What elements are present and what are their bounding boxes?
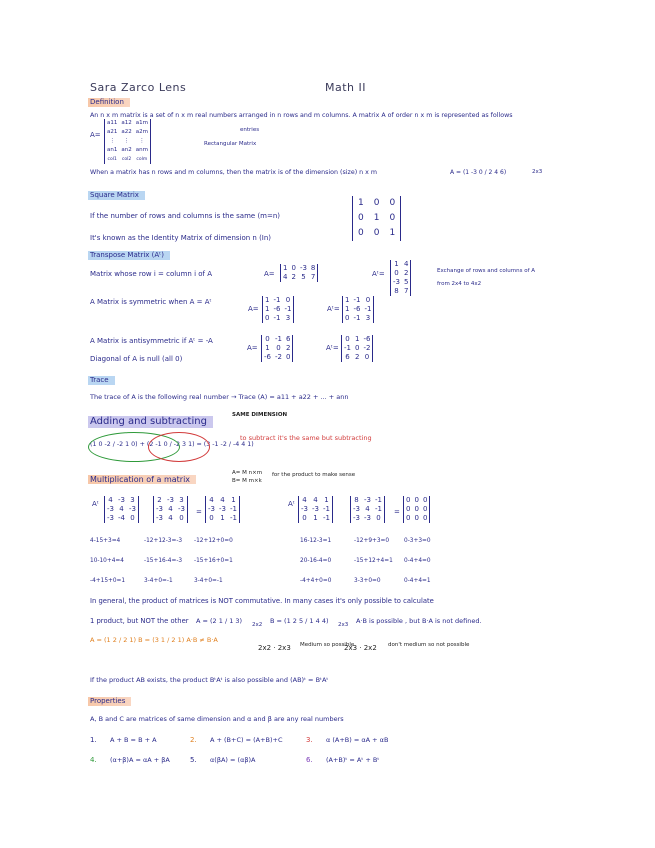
mult-left-R-row: [206, 514, 240, 523]
mult-left-B-cell: 3: [179, 496, 184, 504]
identity-cell: 0: [373, 198, 380, 208]
anti-At-cell: -1: [344, 344, 351, 352]
transpose-A-cell: 2: [291, 273, 296, 281]
mult-left-B-cell: 4: [168, 514, 173, 522]
transpose-At-cell: 2: [403, 269, 409, 277]
calculation-step: 3-4+0=-1: [194, 578, 223, 584]
mult-left-R-cell: -3: [208, 505, 215, 513]
mult-right-B-cell: -3: [363, 514, 371, 522]
mult-left-B: [153, 496, 188, 523]
mult-right-R-row: [404, 514, 430, 523]
mult-right-R-row: [404, 505, 430, 514]
sym-A-cell: 0: [265, 314, 270, 322]
generic-A-label: A=: [90, 131, 101, 139]
antisymmetric-At: [341, 335, 373, 362]
mult-right-R-cell: 0: [414, 505, 419, 513]
property-text: (α+β)A = αA + βA: [110, 756, 170, 764]
anti-At-cell: 0: [354, 344, 360, 352]
generic-matrix-cell: an2: [121, 147, 132, 153]
generic-column-label: colm: [136, 157, 148, 162]
sym-At-cell: -1: [353, 296, 361, 304]
transpose-line1: Matrix whose row i = column i of A: [90, 270, 213, 278]
mult-right-R-cell: 0: [422, 514, 428, 522]
identity-cell: 0: [373, 228, 380, 238]
mult-right-R-cell: 0: [406, 514, 411, 522]
anti-At-cell: -2: [363, 344, 371, 352]
generic-matrix-cell: a21: [107, 129, 118, 135]
property-text: α(βA) = (αβ)A: [210, 756, 256, 764]
diagonal-text: Diagonal of A is null (all 0): [90, 355, 183, 363]
anti-A-cell: 0: [285, 353, 291, 361]
transpose-A-label: A=: [264, 270, 275, 278]
mult-left-R-row: [206, 505, 240, 514]
sym-At-row: [343, 314, 374, 323]
mult-left-B-cell: 2: [157, 496, 162, 504]
rectangular-note: Rectangular Matrix: [204, 141, 257, 147]
property-text: α (A+B) = αA + αB: [326, 736, 389, 744]
generic-matrix-labels: [105, 155, 151, 164]
dim2-note: don't medium so not possible: [388, 642, 470, 648]
transpose-At-cell: 7: [403, 287, 409, 295]
identity-cell: 1: [389, 228, 396, 238]
mult-left-B-cell: -3: [177, 505, 185, 513]
anti-A-row: [262, 335, 293, 344]
transpose-At-row: [391, 260, 411, 269]
calculation-step: 0-3+3=0: [404, 538, 431, 544]
mult-left-A: [104, 496, 139, 523]
mult-right-A-cell: 0: [302, 514, 307, 522]
sym-A-label: A=: [248, 305, 259, 313]
anti-A-cell: -6: [264, 353, 271, 361]
mult-left-B-cell: -3: [156, 514, 163, 522]
example-A-size: 2x2: [252, 622, 263, 628]
calculation-step: 3-4+0=-1: [144, 578, 173, 584]
general-line1: In general, the product of matrices is NOT commutative. In many cases it's only possible to calculate: [90, 597, 434, 605]
mult-right-A-cell: -1: [322, 505, 330, 513]
dim2: 2x3 · 2x2: [344, 644, 377, 652]
anti-At-row: [342, 344, 373, 353]
mult-right-A-cell: 1: [324, 496, 329, 504]
sym-At-row: [343, 296, 374, 305]
mult-left-R-cell: 1: [231, 496, 236, 504]
definition-line1: An n x m matrix is a set of n x m real numbers arranged in n rows and m columns. A matrix A of order n x m is represented as follows: [90, 112, 513, 119]
transpose-At-label: Aᵗ=: [372, 270, 385, 278]
mult-right-B-row: [351, 505, 385, 514]
mult-right-B-cell: -1: [374, 496, 382, 504]
calculation-step: 4-15+3=4: [90, 538, 121, 544]
mult-right-A-cell: -1: [322, 514, 330, 522]
mult-right-label: Aᵗ: [288, 500, 295, 508]
property-text: (A+B)ᵗ = Aᵗ + Bᵗ: [326, 756, 380, 764]
transpose-A-cell: 4: [283, 273, 288, 281]
definition-line2: When a matrix has n rows and m columns, then the matrix is of the dimension (size) n x m: [90, 169, 378, 176]
generic-column-label: col2: [121, 157, 132, 162]
sym-At-cell: 0: [345, 314, 350, 322]
mult-right-A-cell: 4: [313, 496, 318, 504]
sym-At-cell: 1: [345, 296, 350, 304]
mult-right-R-cell: 0: [406, 505, 411, 513]
generic-matrix-cell: ⋮: [109, 138, 115, 144]
example-B-size: 2x3: [338, 622, 349, 628]
property-number: 5.: [190, 756, 197, 764]
anti-At-label: Aᵗ=: [326, 344, 339, 352]
mult-left-B-cell: 0: [179, 514, 184, 522]
transpose-heading: Transpose Matrix (Aᵗ): [88, 251, 170, 260]
adding-circle-red: [148, 432, 210, 462]
mult-left-result: [205, 496, 240, 523]
mult-cond-note: for the product to make sense: [272, 472, 356, 478]
transpose-note1: Exchange of rows and columns of A: [437, 268, 536, 274]
mult-left-R-cell: -3: [218, 505, 226, 513]
transpose-A-row: [281, 273, 318, 282]
sym-At-label: Aᵗ=: [327, 305, 340, 313]
sym-A-cell: -1: [273, 314, 281, 322]
general-line2: 1 product, but NOT the other: [90, 617, 189, 625]
identity-cell: 1: [358, 198, 364, 208]
transpose-A-cell: 5: [301, 273, 306, 281]
anti-At-cell: 0: [345, 335, 350, 343]
mult-left-A-cell: 4: [108, 496, 113, 504]
generic-matrix-row: [105, 128, 151, 137]
mult-cond2: B= M m×k: [232, 478, 262, 484]
anti-At-cell: 2: [354, 353, 360, 361]
mult-left-B-row: [154, 496, 188, 505]
calculation-step: 3-3+0=0: [354, 578, 381, 584]
transpose-A-cell: 8: [310, 264, 316, 272]
mult-right-B-cell: 4: [365, 505, 370, 513]
generic-matrix-cell: a1m: [135, 120, 148, 126]
transpose-A: [280, 264, 318, 282]
symmetric-text: A Matrix is symmetric when A = Aᵗ: [90, 298, 212, 306]
mult-left-R-cell: 4: [209, 496, 214, 504]
generic-matrix-cell: a22: [121, 129, 132, 135]
antisymmetric-text: A Matrix is antisymmetric if Aᵗ = -A: [90, 337, 213, 345]
mult-left-A-row: [105, 505, 139, 514]
mult-right-A-row: [299, 514, 333, 523]
mult-left-A-row: [105, 496, 139, 505]
calculation-step: 0-4+4=0: [404, 558, 431, 564]
mult-right-result: [403, 496, 430, 523]
transpose-A-row: [281, 264, 318, 273]
mult-right-R-cell: 0: [414, 514, 419, 522]
anti-At-cell: 1: [354, 335, 360, 343]
same-dimension-note: SAME DIMENSION: [232, 412, 288, 418]
property-number: 2.: [190, 736, 197, 744]
calculation-step: -15+16+0=1: [194, 558, 233, 564]
sym-A-row: [263, 296, 294, 305]
sym-At-row: [343, 305, 374, 314]
example2: A = (1 2 / 2 1) B = (3 1 / 2 1) A·B ≠ B·A: [90, 636, 218, 644]
mult-left-B-cell: 4: [168, 505, 173, 513]
example-result: A·B is possible , but B·A is not defined.: [356, 617, 482, 625]
anti-At-cell: -6: [363, 335, 371, 343]
generic-matrix-cell: a11: [107, 120, 118, 126]
calculation-step: -15+12+4=1: [354, 558, 393, 564]
anti-At-cell: 6: [345, 353, 350, 361]
mult-right-B-cell: -3: [353, 514, 360, 522]
generic-matrix-cell: a12: [121, 120, 132, 126]
mult-left-B-cell: -3: [156, 505, 163, 513]
generic-matrix-cell: a2m: [135, 129, 148, 135]
calculation-step: 0-4+4=1: [404, 578, 431, 584]
example-A: A = (2 1 / 1 3): [196, 617, 243, 625]
mult-right-A-cell: 4: [302, 496, 307, 504]
anti-A-cell: 1: [265, 344, 270, 352]
dim1-note: Medium so possible: [300, 642, 355, 648]
transpose-At-cell: 5: [403, 278, 409, 286]
sym-At-cell: 0: [365, 296, 371, 304]
generic-matrix-row: [105, 137, 151, 146]
anti-A-label: A=: [247, 344, 258, 352]
anti-At-cell: 0: [364, 353, 370, 361]
transpose-At: [390, 260, 411, 296]
trace-heading: Trace: [88, 376, 115, 385]
identity-matrix: [352, 196, 401, 241]
entries-note: entries: [240, 127, 260, 133]
identity-row: [353, 196, 401, 211]
mult-right-B-cell: 0: [376, 514, 381, 522]
sym-A-cell: 3: [285, 314, 291, 322]
mult-left-A-cell: -3: [128, 505, 136, 513]
mult-right-R-cell: 0: [422, 496, 428, 504]
identity-cell: 0: [358, 213, 364, 223]
subject-title: Math II: [325, 81, 367, 94]
sym-A-cell: -6: [273, 305, 281, 313]
adding-note: to subtract it's the same but subtracting: [240, 434, 372, 442]
sym-At-cell: -1: [364, 305, 372, 313]
example-B: B = (1 2 5 / 1 4 4): [270, 617, 329, 625]
generic-matrix-cell: an1: [107, 147, 118, 153]
transpose-A-cell: -3: [299, 264, 307, 272]
mult-right-B-cell: -3: [353, 505, 360, 513]
identity-row: [353, 211, 401, 226]
symmetric-A: [262, 296, 294, 323]
mult-right-R-cell: 0: [414, 496, 419, 504]
mult-right-A-cell: -3: [311, 505, 319, 513]
property-number: 3.: [306, 736, 313, 744]
square-line1: If the number of rows and columns is the same (m=n): [90, 212, 281, 220]
anti-A-row: [262, 344, 293, 353]
generic-matrix-row: [105, 119, 151, 128]
definition-example: A = (1 -3 0 / 2 4 6): [450, 169, 507, 176]
definition-heading: Definition: [88, 98, 130, 107]
mult-left-label: Aᵗ: [92, 500, 99, 508]
transpose-A-cell: 0: [291, 264, 296, 272]
sym-At-cell: 3: [365, 314, 371, 322]
transpose-At-cell: 0: [394, 269, 399, 277]
anti-At-row: [342, 353, 373, 362]
calculation-step: -12+9+3=0: [354, 538, 390, 544]
mult-right-B-row: [351, 514, 385, 523]
mult-left-A-cell: 0: [130, 514, 135, 522]
properties-intro: A, B and C are matrices of same dimension and α and β are any real numbers: [90, 715, 344, 723]
calculation-step: -4+4+0=0: [300, 578, 332, 584]
mult-right-B-row: [351, 496, 385, 505]
mult-right-B-cell: -3: [363, 496, 371, 504]
generic-matrix-cell: anm: [135, 147, 148, 153]
generic-column-label: col1: [107, 157, 117, 162]
definition-example-size: 2x3: [532, 169, 543, 175]
anti-A-cell: 6: [285, 335, 291, 343]
transpose-At-cell: 8: [394, 287, 399, 295]
mult-left-equals: =: [196, 508, 202, 516]
mult-right-R-cell: 0: [406, 496, 411, 504]
transpose-At-row: [391, 278, 411, 287]
square-heading: Square Matrix: [88, 191, 145, 200]
anti-A-row: [262, 353, 293, 362]
mult-right-R-cell: 0: [422, 505, 428, 513]
sym-At-cell: 1: [345, 305, 350, 313]
transpose-At-cell: 1: [394, 260, 399, 268]
calculation-step: 20-16-4=0: [300, 558, 332, 564]
mult-right-A-cell: 1: [313, 514, 318, 522]
transpose-note2: from 2x4 to 4x2: [437, 281, 482, 287]
calculation-step: -15+16-4=-3: [144, 558, 183, 564]
mult-left-A-row: [105, 514, 139, 523]
sym-A-cell: 0: [285, 296, 291, 304]
mult-right-B: [350, 496, 385, 523]
anti-A-cell: -2: [274, 353, 282, 361]
transpose-product-rule: If the product AB exists, the product BᵗAᵗ is also possible and (AB)ᵗ = BᵗAᵗ: [90, 676, 329, 684]
mult-right-A-row: [299, 505, 333, 514]
adding-heading: Adding and subtracting: [88, 416, 213, 428]
author-name: Sara Zarco Lens: [90, 81, 187, 94]
mult-heading: Multiplication of a matrix: [88, 475, 196, 484]
mult-left-A-cell: -3: [107, 514, 114, 522]
generic-matrix: [104, 119, 151, 164]
transpose-At-cell: 4: [403, 260, 409, 268]
mult-right-R-row: [404, 496, 430, 505]
sym-A-row: [263, 305, 294, 314]
sym-A-cell: 1: [265, 296, 270, 304]
symmetric-At: [342, 296, 374, 323]
anti-A-cell: 0: [276, 344, 281, 352]
calculation-step: -12+12-3=-3: [144, 538, 183, 544]
mult-left-R-row: [206, 496, 240, 505]
mult-left-B-cell: -3: [166, 496, 174, 504]
calculation-step: -4+15+0=1: [90, 578, 126, 584]
mult-right-equals: =: [394, 508, 400, 516]
identity-cell: 0: [389, 198, 396, 208]
sym-At-cell: -1: [353, 314, 361, 322]
antisymmetric-A: [261, 335, 293, 362]
identity-cell: 0: [389, 213, 396, 223]
mult-right-A-row: [299, 496, 333, 505]
mult-left-R-cell: 4: [220, 496, 225, 504]
mult-left-R-cell: 0: [209, 514, 214, 522]
mult-right-A: [298, 496, 333, 523]
mult-cond1: A= M n×m: [232, 470, 263, 476]
mult-left-B-row: [154, 514, 188, 523]
identity-cell: 1: [373, 213, 380, 223]
mult-left-B-row: [154, 505, 188, 514]
generic-matrix-cell: ⋮: [139, 138, 145, 144]
mult-left-A-cell: -4: [117, 514, 125, 522]
sym-A-row: [263, 314, 294, 323]
property-number: 1.: [90, 736, 97, 744]
adding-expression: (1 0 -2 / -2 1 0) + (2 -1 0 / -2 3 1) = (3 -1 -2 / -4 4 1): [90, 441, 254, 448]
sym-A-cell: 1: [265, 305, 270, 313]
mult-left-A-cell: 3: [130, 496, 135, 504]
property-text: A + B = B + A: [110, 736, 157, 744]
generic-matrix-row: [105, 146, 151, 155]
transpose-At-row: [391, 287, 411, 296]
transpose-A-cell: 7: [310, 273, 316, 281]
generic-matrix-cell: ⋮: [123, 138, 130, 144]
anti-A-cell: 2: [285, 344, 291, 352]
mult-right-A-cell: -3: [301, 505, 308, 513]
anti-At-row: [342, 335, 373, 344]
trace-line: The trace of A is the following real number → Trace (A) = a11 + a22 + ... + ann: [90, 393, 349, 401]
calculation-step: -12+12+0=0: [194, 538, 233, 544]
mult-left-A-cell: -3: [107, 505, 114, 513]
calculation-step: 16-12-3=1: [300, 538, 332, 544]
mult-left-R-cell: -1: [229, 505, 237, 513]
mult-left-A-cell: -3: [117, 496, 125, 504]
property-number: 6.: [306, 756, 313, 764]
mult-right-B-cell: -1: [374, 505, 382, 513]
dim1: 2x2 · 2x3: [258, 644, 291, 652]
mult-left-A-cell: 4: [119, 505, 124, 513]
anti-A-cell: 0: [265, 335, 270, 343]
mult-right-B-cell: 8: [354, 496, 359, 504]
identity-cell: 0: [358, 228, 364, 238]
square-line2: It's known as the Identity Matrix of dimension n (In): [90, 234, 272, 242]
property-number: 4.: [90, 756, 97, 764]
mult-left-R-cell: 1: [220, 514, 225, 522]
sym-A-cell: -1: [273, 296, 281, 304]
calculation-step: 10-10+4=4: [90, 558, 124, 564]
anti-A-cell: -1: [274, 335, 282, 343]
properties-heading: Properties: [88, 697, 131, 706]
transpose-A-cell: 1: [283, 264, 288, 272]
identity-row: [353, 226, 401, 241]
mult-left-R-cell: -1: [229, 514, 237, 522]
sym-At-cell: -6: [353, 305, 361, 313]
sym-A-cell: -1: [284, 305, 292, 313]
transpose-At-row: [391, 269, 411, 278]
transpose-At-cell: -3: [393, 278, 400, 286]
property-text: A + (B+C) = (A+B)+C: [210, 736, 283, 744]
